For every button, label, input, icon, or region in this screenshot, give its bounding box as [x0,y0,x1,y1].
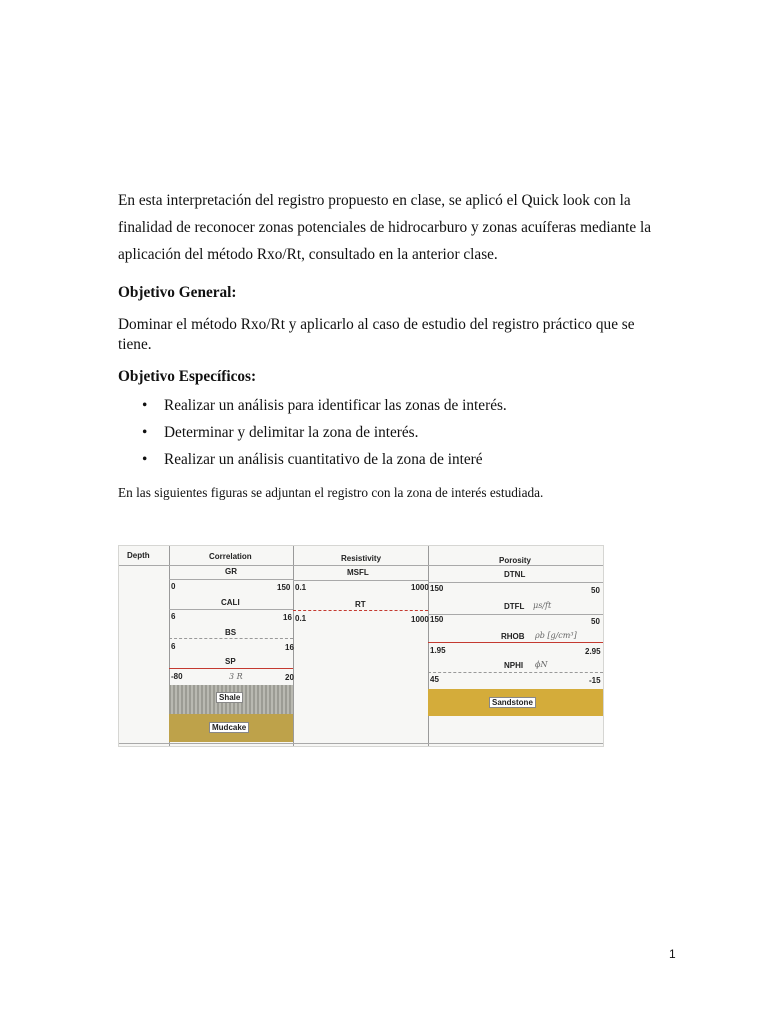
specific-objectives-list [118,396,678,477]
intro-paragraph: En esta interpretación del registro propuesto en clase, se aplicó el Quick look con la finalidad de reconocer zonas potenciales de hidrocarburo y zonas acuíferas mediante la aplicación del método Rxo/Rt, consultado en la anterior clase. [118,192,652,263]
rhob-max: 2.95 [585,647,601,656]
mudcake-label: Mudcake [209,722,249,733]
specific-objectives-heading: Objetivo Específicos: [118,368,257,385]
porosity-track-label: Porosity [499,556,532,565]
dtfl-max: 50 [591,617,600,626]
list-item [118,423,678,450]
list-item-text: Realizar un análisis para identificar las zonas de interés. [164,397,507,414]
bs-curve-label: BS [225,628,237,637]
bs-max: 16 [285,643,294,652]
rhob-min: 1.95 [430,646,446,655]
dtfl-curve-label: DTFL [504,602,525,611]
gr-curve-line [169,579,293,580]
bullet-icon: • [142,397,148,414]
depth-label: Depth [127,551,150,560]
rt-curve-label: RT [355,600,366,609]
general-objective-heading: Objetivo General: [118,284,237,301]
correlation-track-label: Correlation [209,552,252,561]
nphi-handwritten-unit: ϕN [535,660,548,669]
bottom-border-line [119,743,603,744]
rhob-handwritten-unit: ρb [g/cm³] [535,631,577,640]
cali-min: 6 [171,612,176,621]
sandstone-label: Sandstone [489,697,536,708]
msfl-curve-line [293,580,428,581]
gr-max: 150 [277,583,291,592]
rt-max: 1000 [411,615,429,624]
dtnl-max: 50 [591,586,600,595]
gr-curve-label: GR [225,567,237,576]
dtnl-curve-label: DTNL [504,570,526,579]
page-number: 1 [669,947,676,961]
bullet-icon: • [142,424,148,441]
dtnl-min: 150 [430,584,444,593]
rhob-curve-label: RHOB [501,632,525,641]
bs-curve-line [169,638,293,639]
shale-label: Shale [216,692,243,703]
sp-max: 20 [285,673,294,682]
rt-min: 0.1 [295,614,307,623]
dtnl-curve-line [428,582,603,583]
well-log-header-figure [118,545,604,747]
gr-min: 0 [171,582,176,591]
sp-curve-line [169,668,293,669]
cali-curve-label: CALI [221,598,240,607]
dtfl-curve-line [428,614,603,615]
nphi-min: 45 [430,675,439,684]
cali-max: 16 [283,613,292,622]
rhob-curve-line [428,642,603,643]
bullet-icon: • [142,451,148,468]
dtfl-min: 150 [430,615,444,624]
msfl-max: 1000 [411,583,429,592]
list-item [118,396,678,423]
msfl-min: 0.1 [295,583,307,592]
cali-curve-line [169,609,293,610]
sp-handwritten-note: 3 R [229,672,243,681]
rt-curve-line [293,610,428,611]
general-objective-text: Dominar el método Rxo/Rt y aplicarlo al caso de estudio del registro práctico que se tiene. [118,316,635,353]
resistivity-track-label: Resistivity [341,554,382,563]
sp-curve-label: SP [225,657,236,666]
msfl-curve-label: MSFL [347,568,369,577]
list-item [118,450,678,477]
header-row-line [119,565,603,566]
nphi-curve-line [428,672,603,673]
list-item-text: Realizar un análisis cuantitativo de la zona de interé [164,451,483,468]
bs-min: 6 [171,642,176,651]
figure-caption: En las siguientes figuras se adjuntan el registro con la zona de interés estudiada. [118,485,544,500]
sp-min: -80 [171,672,183,681]
dtfl-handwritten-unit: μs/ft [533,601,552,610]
nphi-max: -15 [589,676,601,685]
nphi-curve-label: NPHI [504,661,524,670]
track-divider [428,546,429,746]
list-item-text: Determinar y delimitar la zona de interés. [164,424,419,441]
